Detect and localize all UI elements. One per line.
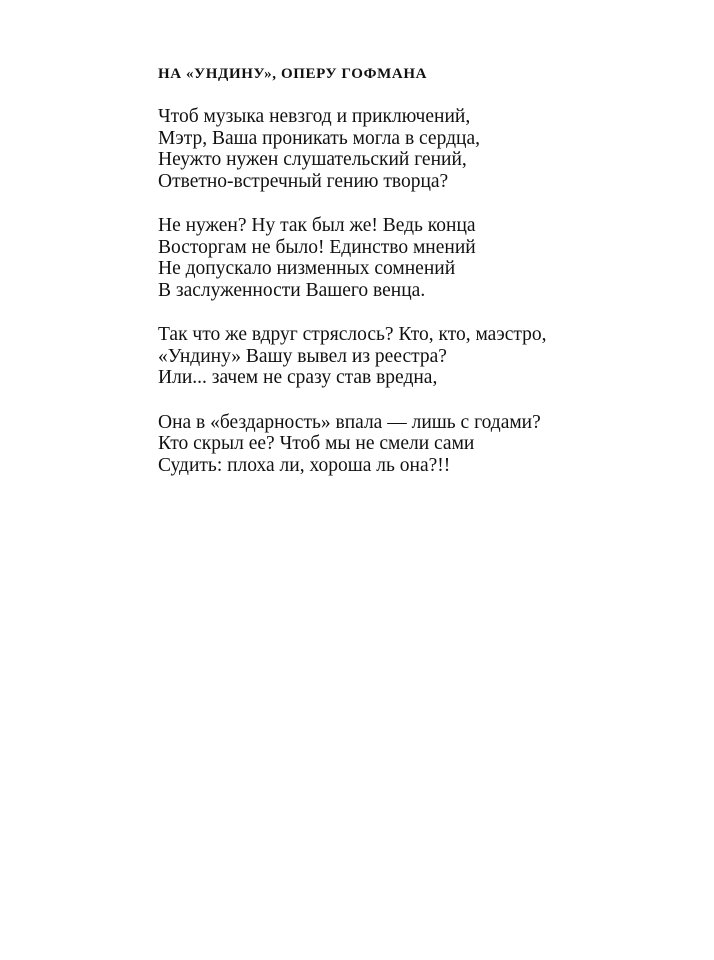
- stanza-3: [158, 324, 678, 389]
- poem-line: Она в «бездарность» впала — лишь с годами?: [158, 411, 541, 433]
- poem-line: Чтоб музыка невзгод и приключений,: [158, 106, 471, 127]
- poem-line: Не допускало низменных сомнений: [158, 258, 456, 279]
- poem-line: Неужто нужен слушательский гений,: [158, 149, 467, 170]
- poem-line: В заслуженности Вашего венца.: [158, 279, 426, 301]
- stanza-1: [158, 106, 678, 192]
- poem: [158, 64, 678, 499]
- poem-line: Не нужен? Ну так был же! Ведь конца: [158, 215, 476, 236]
- poem-line: Ответно-встречный гению творца?: [158, 170, 449, 192]
- poem-line: Мэтр, Ваша проникать могла в сердца,: [158, 127, 480, 149]
- stanza-2: [158, 215, 678, 301]
- poem-line: Восторгам не было! Единство мнений: [158, 236, 476, 258]
- poem-line: «Ундину» Вашу вывел из реестра?: [158, 345, 447, 367]
- stanza-4: [158, 412, 678, 477]
- poem-line: Или... зачем не сразу став вредна,: [158, 367, 438, 388]
- poem-line: Судить: плоха ли, хороша ль она?!!: [158, 454, 451, 476]
- poem-title: НА «УНДИНУ», ОПЕРУ ГОФМАНА: [158, 66, 428, 82]
- poem-line: Так что же вдруг стряслось? Кто, кто, маэстро,: [158, 324, 547, 345]
- poem-line: Кто скрыл ее? Чтоб мы не смели сами: [158, 433, 475, 454]
